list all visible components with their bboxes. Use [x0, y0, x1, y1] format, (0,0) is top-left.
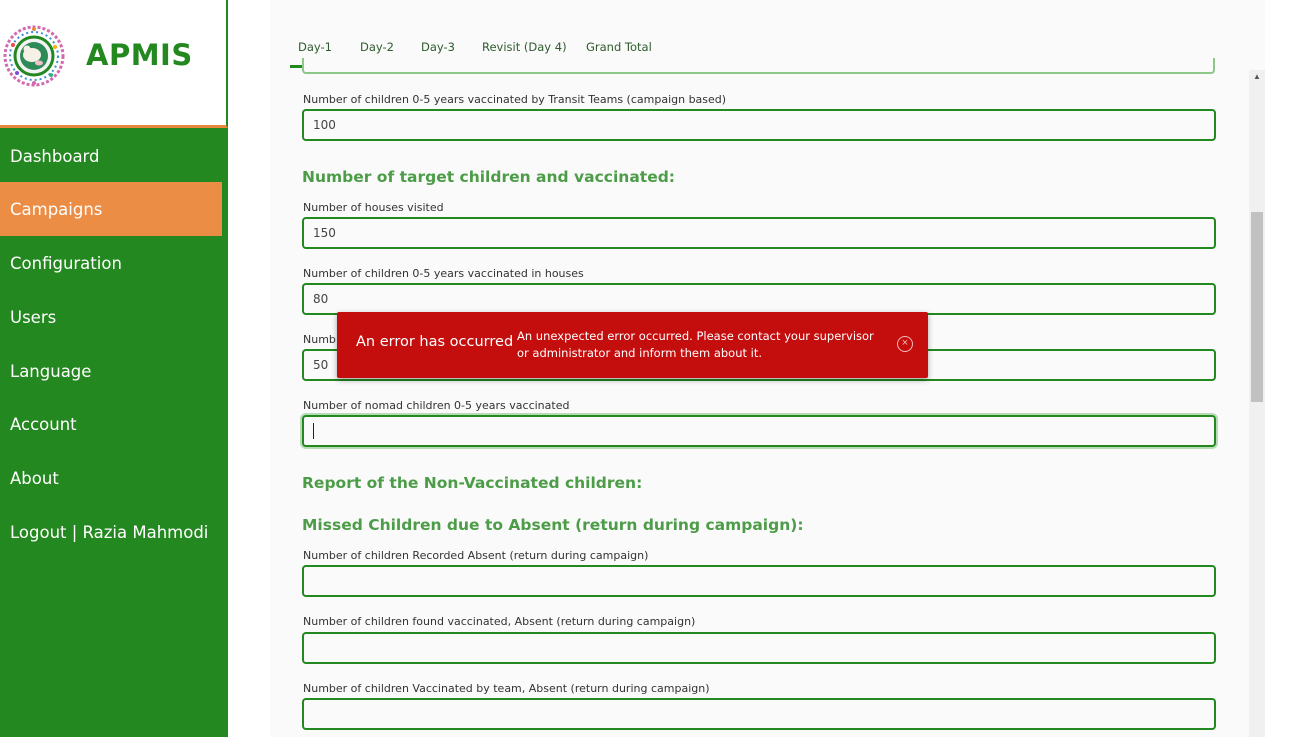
vaccinated-in-houses-input[interactable]: 80: [302, 283, 1216, 315]
nomad-label: Number of nomad children 0-5 years vaccinated: [303, 399, 570, 412]
vaccinated-by-team-absent-input[interactable]: [302, 698, 1216, 730]
tab-day-3[interactable]: Day-3: [421, 40, 455, 54]
scrollbar-track[interactable]: [1249, 70, 1265, 737]
sidebar-item-dashboard[interactable]: Dashboard: [10, 146, 100, 166]
sidebar-item-campaigns[interactable]: Campaigns: [0, 182, 222, 236]
sidebar: [0, 0, 228, 737]
section-target-heading: Number of target children and vaccinated:: [302, 168, 675, 186]
nomad-input[interactable]: [302, 415, 1216, 447]
hidden-field-label: Numb: [303, 333, 336, 346]
sidebar-item-logout[interactable]: Logout | Razia Mahmodi: [10, 522, 209, 542]
sidebar-item-account[interactable]: Account: [10, 414, 77, 434]
scrolled-field-edge[interactable]: [302, 58, 1215, 74]
section-non-vaccinated-heading: Report of the Non-Vaccinated children:: [302, 474, 643, 492]
apmis-logo-icon: [3, 25, 65, 87]
section-absent-heading: Missed Children due to Absent (return during campaign):: [302, 516, 804, 534]
error-toast: [337, 312, 928, 378]
recorded-absent-input[interactable]: [302, 565, 1216, 597]
sidebar-item-configuration[interactable]: Configuration: [10, 253, 122, 273]
vaccinated-in-houses-label: Number of children 0-5 years vaccinated in houses: [303, 267, 584, 280]
scrollbar-thumb[interactable]: [1251, 212, 1263, 402]
transit-label: Number of children 0-5 years vaccinated by Transit Teams (campaign based): [303, 93, 727, 106]
hidden-field-input[interactable]: 50: [302, 349, 1216, 381]
scroll-up-arrow-icon[interactable]: ▲: [1253, 72, 1261, 81]
transit-input[interactable]: 100: [302, 109, 1216, 141]
text-caret: [313, 423, 314, 439]
app-title: APMIS: [86, 38, 193, 72]
vaccinated-by-team-absent-label: Number of children Vaccinated by team, Absent (return during campaign): [303, 682, 710, 695]
sidebar-item-users[interactable]: Users: [10, 307, 57, 327]
tab-grand-total[interactable]: Grand Total: [586, 40, 652, 54]
tab-day-2[interactable]: Day-2: [360, 40, 394, 54]
recorded-absent-label: Number of children Recorded Absent (return during campaign): [303, 549, 649, 562]
found-vaccinated-absent-input[interactable]: [302, 632, 1216, 664]
toast-title: An error has occurred: [356, 334, 514, 350]
logo-area: [0, 0, 228, 128]
houses-visited-label: Number of houses visited: [303, 201, 444, 214]
sidebar-item-about[interactable]: About: [10, 468, 59, 488]
tab-revisit-day-4[interactable]: Revisit (Day 4): [482, 40, 567, 54]
toast-message: An unexpected error occurred. Please contact your supervisor or administrator and inform them about it.: [517, 329, 874, 360]
tab-day-1[interactable]: Day-1: [298, 40, 332, 54]
houses-visited-input[interactable]: 150: [302, 217, 1216, 249]
sidebar-item-language[interactable]: Language: [10, 361, 92, 381]
close-icon[interactable]: ×: [897, 336, 913, 352]
found-vaccinated-absent-label: Number of children found vaccinated, Absent (return during campaign): [303, 615, 696, 628]
